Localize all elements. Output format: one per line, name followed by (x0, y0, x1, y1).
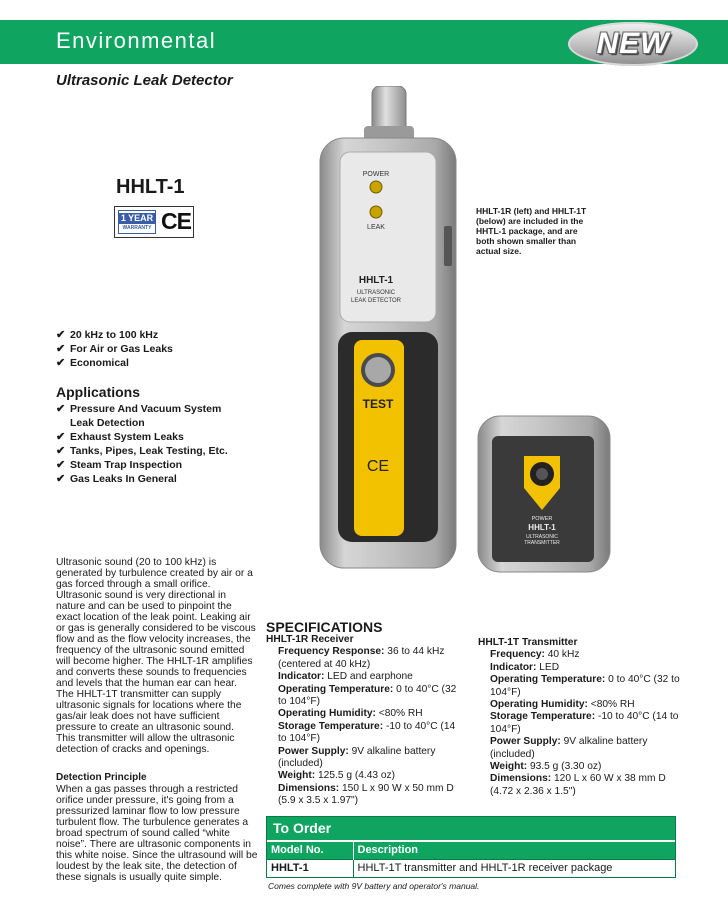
power-label: POWER (362, 171, 390, 178)
test-button-label: TEST (362, 397, 394, 411)
order-header-row (267, 841, 675, 859)
feature-list (56, 328, 173, 370)
receiver-specs-heading: HHLT-1R Receiver (266, 634, 354, 645)
warranty-badge (118, 210, 156, 234)
spec-row: Dimensions: 150 L x 90 W x 50 mm D (5.9 x 3.5 x 1.97") (278, 782, 454, 807)
feature-item: ✔ For Air or Gas Leaks (56, 343, 173, 355)
column-header-description: Description (353, 841, 675, 859)
spec-row: Weight: 93.5 g (3.30 oz) (490, 761, 602, 773)
column-header-model: Model No. (267, 841, 353, 859)
spec-row: Indicator: LED (490, 661, 560, 673)
receiver-specs (266, 634, 466, 808)
checkmark-icon: ✔ (56, 445, 66, 457)
checkmark-icon: ✔ (56, 473, 66, 485)
spec-row: Operating Temperature: 0 to 40°C (32 to 104°F) (278, 683, 457, 708)
receiver-model-label: HHLT-1 (358, 275, 394, 286)
receiver-illustration (316, 86, 460, 570)
spec-row: Indicator: LED and earphone (278, 671, 413, 683)
transmitter-type-line2: TRANSMITTER (524, 540, 560, 546)
order-note: Comes complete with 9V battery and operator's manual. (268, 881, 480, 891)
transmitter-specs-heading: HHLT-1T Transmitter (478, 637, 578, 648)
warranty-label: WARRANTY (122, 225, 152, 231)
application-item: ✔ Steam Trap Inspection (56, 459, 183, 471)
detection-heading: Detection Principle (56, 772, 147, 783)
detection-text: When a gas passes through a restricted orifice under pressure, it's going from a pressurized laminar flow to low pressure turbulent flow. The turbulence generates a broad spectrum of sound called “white noise”. There are ultrasonic components in this white noise. Since the ultrasound will be loudest by the leak site, the detection of these signals is usually quite simple. (56, 784, 258, 883)
checkmark-icon: ✔ (56, 431, 66, 443)
checkmark-icon: ✔ (56, 357, 66, 369)
certification-badges (114, 206, 194, 238)
transmitter-specs (478, 637, 688, 798)
spec-row: Frequency: 40 kHz (490, 649, 580, 661)
order-description-cell: HHLT-1T transmitter and HHLT-1R receiver package (353, 859, 675, 877)
spec-row: Storage Temperature: -10 to 40°C (14 to 104°F) (278, 720, 456, 745)
new-badge-label: NEW (596, 27, 670, 60)
application-item: ✔ Pressure And Vacuum System Leak Detection (56, 403, 222, 429)
product-subtitle: Ultrasonic Leak Detector (56, 72, 233, 89)
ce-mark: CE (161, 208, 191, 234)
spec-row: Frequency Response: 36 to 44 kHz (centered at 40 kHz) (278, 646, 445, 670)
transmitter-model-label: HHLT-1 (528, 523, 556, 532)
transmitter-power-label: POWER (531, 516, 553, 522)
spec-row: Dimensions: 120 L x 60 W x 38 mm D (4.72 x 2.36 x 1.5") (490, 773, 666, 797)
new-badge (568, 22, 698, 66)
feature-item: ✔ 20 kHz to 100 kHz (56, 329, 159, 341)
spec-row: Weight: 125.5 g (4.43 oz) (278, 770, 396, 782)
checkmark-icon: ✔ (56, 459, 66, 471)
application-item: ✔ Exhaust System Leaks (56, 431, 184, 443)
table-row (267, 859, 675, 877)
order-heading: To Order (267, 817, 675, 840)
transmitter-type-line1: ULTRASONIC (526, 534, 558, 540)
receiver-ce-mark: CE (366, 458, 390, 475)
application-item: ✔ Tanks, Pipes, Leak Testing, Etc. (56, 445, 228, 457)
specifications-title: SPECIFICATIONS (266, 619, 383, 635)
spec-row: Operating Temperature: 0 to 40°C (32 to 104°F) (490, 674, 680, 698)
leak-label: LEAK (367, 224, 385, 231)
spec-row: Power Supply: 9V alkaline battery (included) (490, 736, 648, 760)
warranty-year: 1 YEAR (120, 213, 154, 223)
application-item: ✔ Gas Leaks In General (56, 473, 177, 485)
checkmark-icon: ✔ (56, 343, 66, 355)
package-note: HHLT-1R (left) and HHLT-1T (below) are included in the HHTL-1 package, and are both shown smaller than actual size. (476, 206, 587, 256)
category-title: Environmental (56, 28, 217, 53)
receiver-type-line2: LEAK DETECTOR (351, 298, 401, 304)
checkmark-icon: ✔ (56, 403, 66, 415)
spec-row: Power Supply: 9V alkaline battery (included) (278, 745, 436, 770)
order-table (266, 816, 676, 878)
spec-row: Operating Humidity: <80% RH (278, 708, 423, 720)
receiver-type-line1: ULTRASONIC (356, 290, 396, 296)
order-model-cell: HHLT-1 (267, 859, 353, 877)
description-text: Ultrasonic sound (20 to 100 kHz) is generated by turbulence created by air or a gas forced through a small orifice. Ultrasonic sound is very directional in nature and can be used to pinpoint the exact location of the leak point. Leaking air or gas is generally considered to be viscous flow and as the flow velocity increases, the frequency of the ultrasonic sound emitted will become higher. The HHLT-1R amplifies and converts these sounds to frequencies and levels that the human ear can hear. The HHLT-1T transmitter can supply ultrasonic signals for locations where the gas/air leak does not have sufficient pressure to create an ultrasonic sound. This transmitter will allow the ultrasonic detection of cracks and openings. (56, 557, 256, 755)
feature-item: ✔ Economical (56, 357, 129, 369)
spec-row: Operating Humidity: <80% RH (490, 699, 635, 711)
order-grid (267, 840, 675, 877)
spec-row: Storage Temperature: -10 to 40°C (14 to 104°F) (490, 711, 679, 735)
model-number: HHLT-1 (116, 176, 185, 198)
transmitter-illustration (472, 408, 616, 576)
applications-list (56, 402, 246, 486)
applications-heading: Applications (56, 384, 141, 400)
checkmark-icon: ✔ (56, 329, 66, 341)
